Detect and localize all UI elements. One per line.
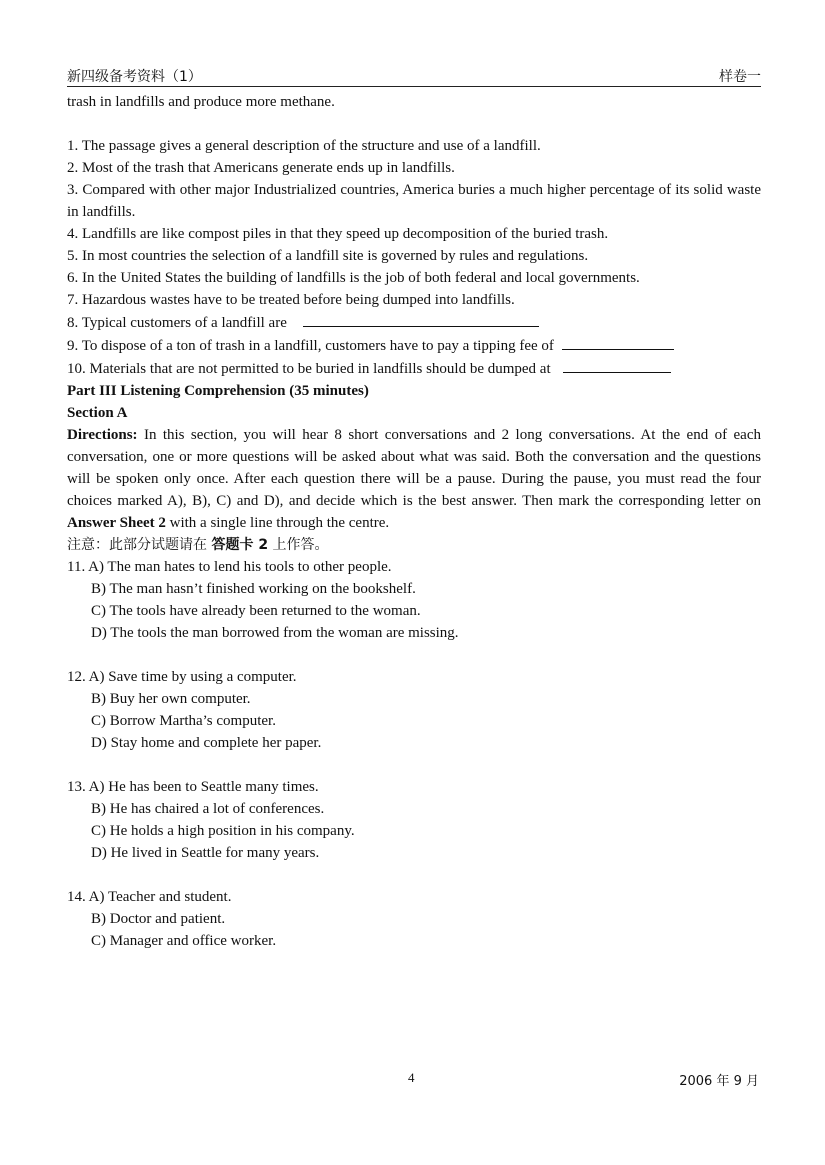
- section-title: Section A: [67, 405, 128, 421]
- answer-blank[interactable]: [303, 311, 539, 327]
- statement: 6. In the United States the building of landfills is the job of both federal and local governments.: [67, 270, 640, 286]
- blank-question: [67, 311, 761, 334]
- statement: 5. In most countries the selection of a landfill site is governed by rules and regulations.: [67, 248, 589, 264]
- question-option[interactable]: B) Buy her own computer.: [91, 691, 251, 707]
- question-option[interactable]: D) He lived in Seattle for many years.: [91, 845, 320, 861]
- statement: 4. Landfills are like compost piles in that they speed up decomposition of the buried trash.: [67, 226, 609, 242]
- note-answer-card: 答题卡 2: [211, 537, 269, 553]
- question-first-option[interactable]: 13. A) He has been to Seattle many times.: [67, 779, 319, 795]
- page-header: [67, 68, 761, 87]
- statement: 3. Compared with other major Industrialized countries, America buries a much higher percentage of its solid waste in landfills.: [67, 182, 761, 220]
- blank-question-text: 8. Typical customers of a landfill are: [67, 315, 287, 331]
- blank-question-text: 10. Materials that are not permitted to be buried in landfills should be dumped at: [67, 361, 551, 377]
- question-option[interactable]: C) Borrow Martha’s computer.: [91, 713, 276, 729]
- blank-question: [67, 334, 761, 357]
- blank-question-text: 9. To dispose of a ton of trash in a landfill, customers have to pay a tipping fee of: [67, 338, 554, 354]
- header-paper-label: 样卷一: [719, 69, 761, 85]
- statement: 1. The passage gives a general description of the structure and use of a landfill.: [67, 138, 541, 154]
- note-post: 上作答。: [268, 537, 329, 553]
- answer-blank[interactable]: [562, 334, 674, 350]
- page-number: 4: [408, 1070, 415, 1085]
- header-title: 新四级备考资料（1）: [67, 69, 202, 85]
- note-pre: 注意：此部分试题请在: [67, 537, 212, 553]
- question-option[interactable]: C) The tools have already been returned to the woman.: [91, 603, 421, 619]
- question-option[interactable]: B) The man hasn’t finished working on the bookshelf.: [91, 581, 416, 597]
- page-content: [67, 91, 761, 952]
- question-option[interactable]: D) Stay home and complete her paper.: [91, 735, 322, 751]
- statement: 7. Hazardous wastes have to be treated before being dumped into landfills.: [67, 292, 515, 308]
- directions: [67, 424, 761, 534]
- question-option[interactable]: B) Doctor and patient.: [91, 911, 226, 927]
- note: [67, 534, 761, 556]
- question-option[interactable]: C) Manager and office worker.: [91, 933, 277, 949]
- directions-label: Directions:: [67, 427, 138, 443]
- question-option[interactable]: B) He has chaired a lot of conferences.: [91, 801, 325, 817]
- statement: 2. Most of the trash that Americans generate ends up in landfills.: [67, 160, 455, 176]
- part-title: Part III Listening Comprehension (35 minutes): [67, 383, 369, 399]
- directions-text-end: with a single line through the centre.: [165, 515, 390, 531]
- answer-blank[interactable]: [563, 357, 671, 373]
- question-option[interactable]: C) He holds a high position in his company.: [91, 823, 355, 839]
- directions-text: In this section, you will hear 8 short conversations and 2 long conversations. At the end of each conversation, one or more questions will be asked about what was said. Both the conversation and the questions will be spoken only once. After each question there will be a pause. During the pause, you must read the four choices marked A), B), C) and D), and decide which is the best answer. Then mark the corresponding letter on: [67, 427, 761, 509]
- question-first-option[interactable]: 12. A) Save time by using a computer.: [67, 669, 297, 685]
- question-option[interactable]: D) The tools the man borrowed from the woman are missing.: [91, 625, 459, 641]
- question-first-option[interactable]: 14. A) Teacher and student.: [67, 889, 232, 905]
- blank-question: [67, 357, 761, 380]
- question-first-option[interactable]: 11. A) The man hates to lend his tools to other people.: [67, 559, 392, 575]
- answer-sheet-ref: Answer Sheet 2: [67, 515, 166, 531]
- footer-date: 2006 年 9 月: [679, 1074, 759, 1089]
- intro-line: trash in landfills and produce more methane.: [67, 94, 335, 110]
